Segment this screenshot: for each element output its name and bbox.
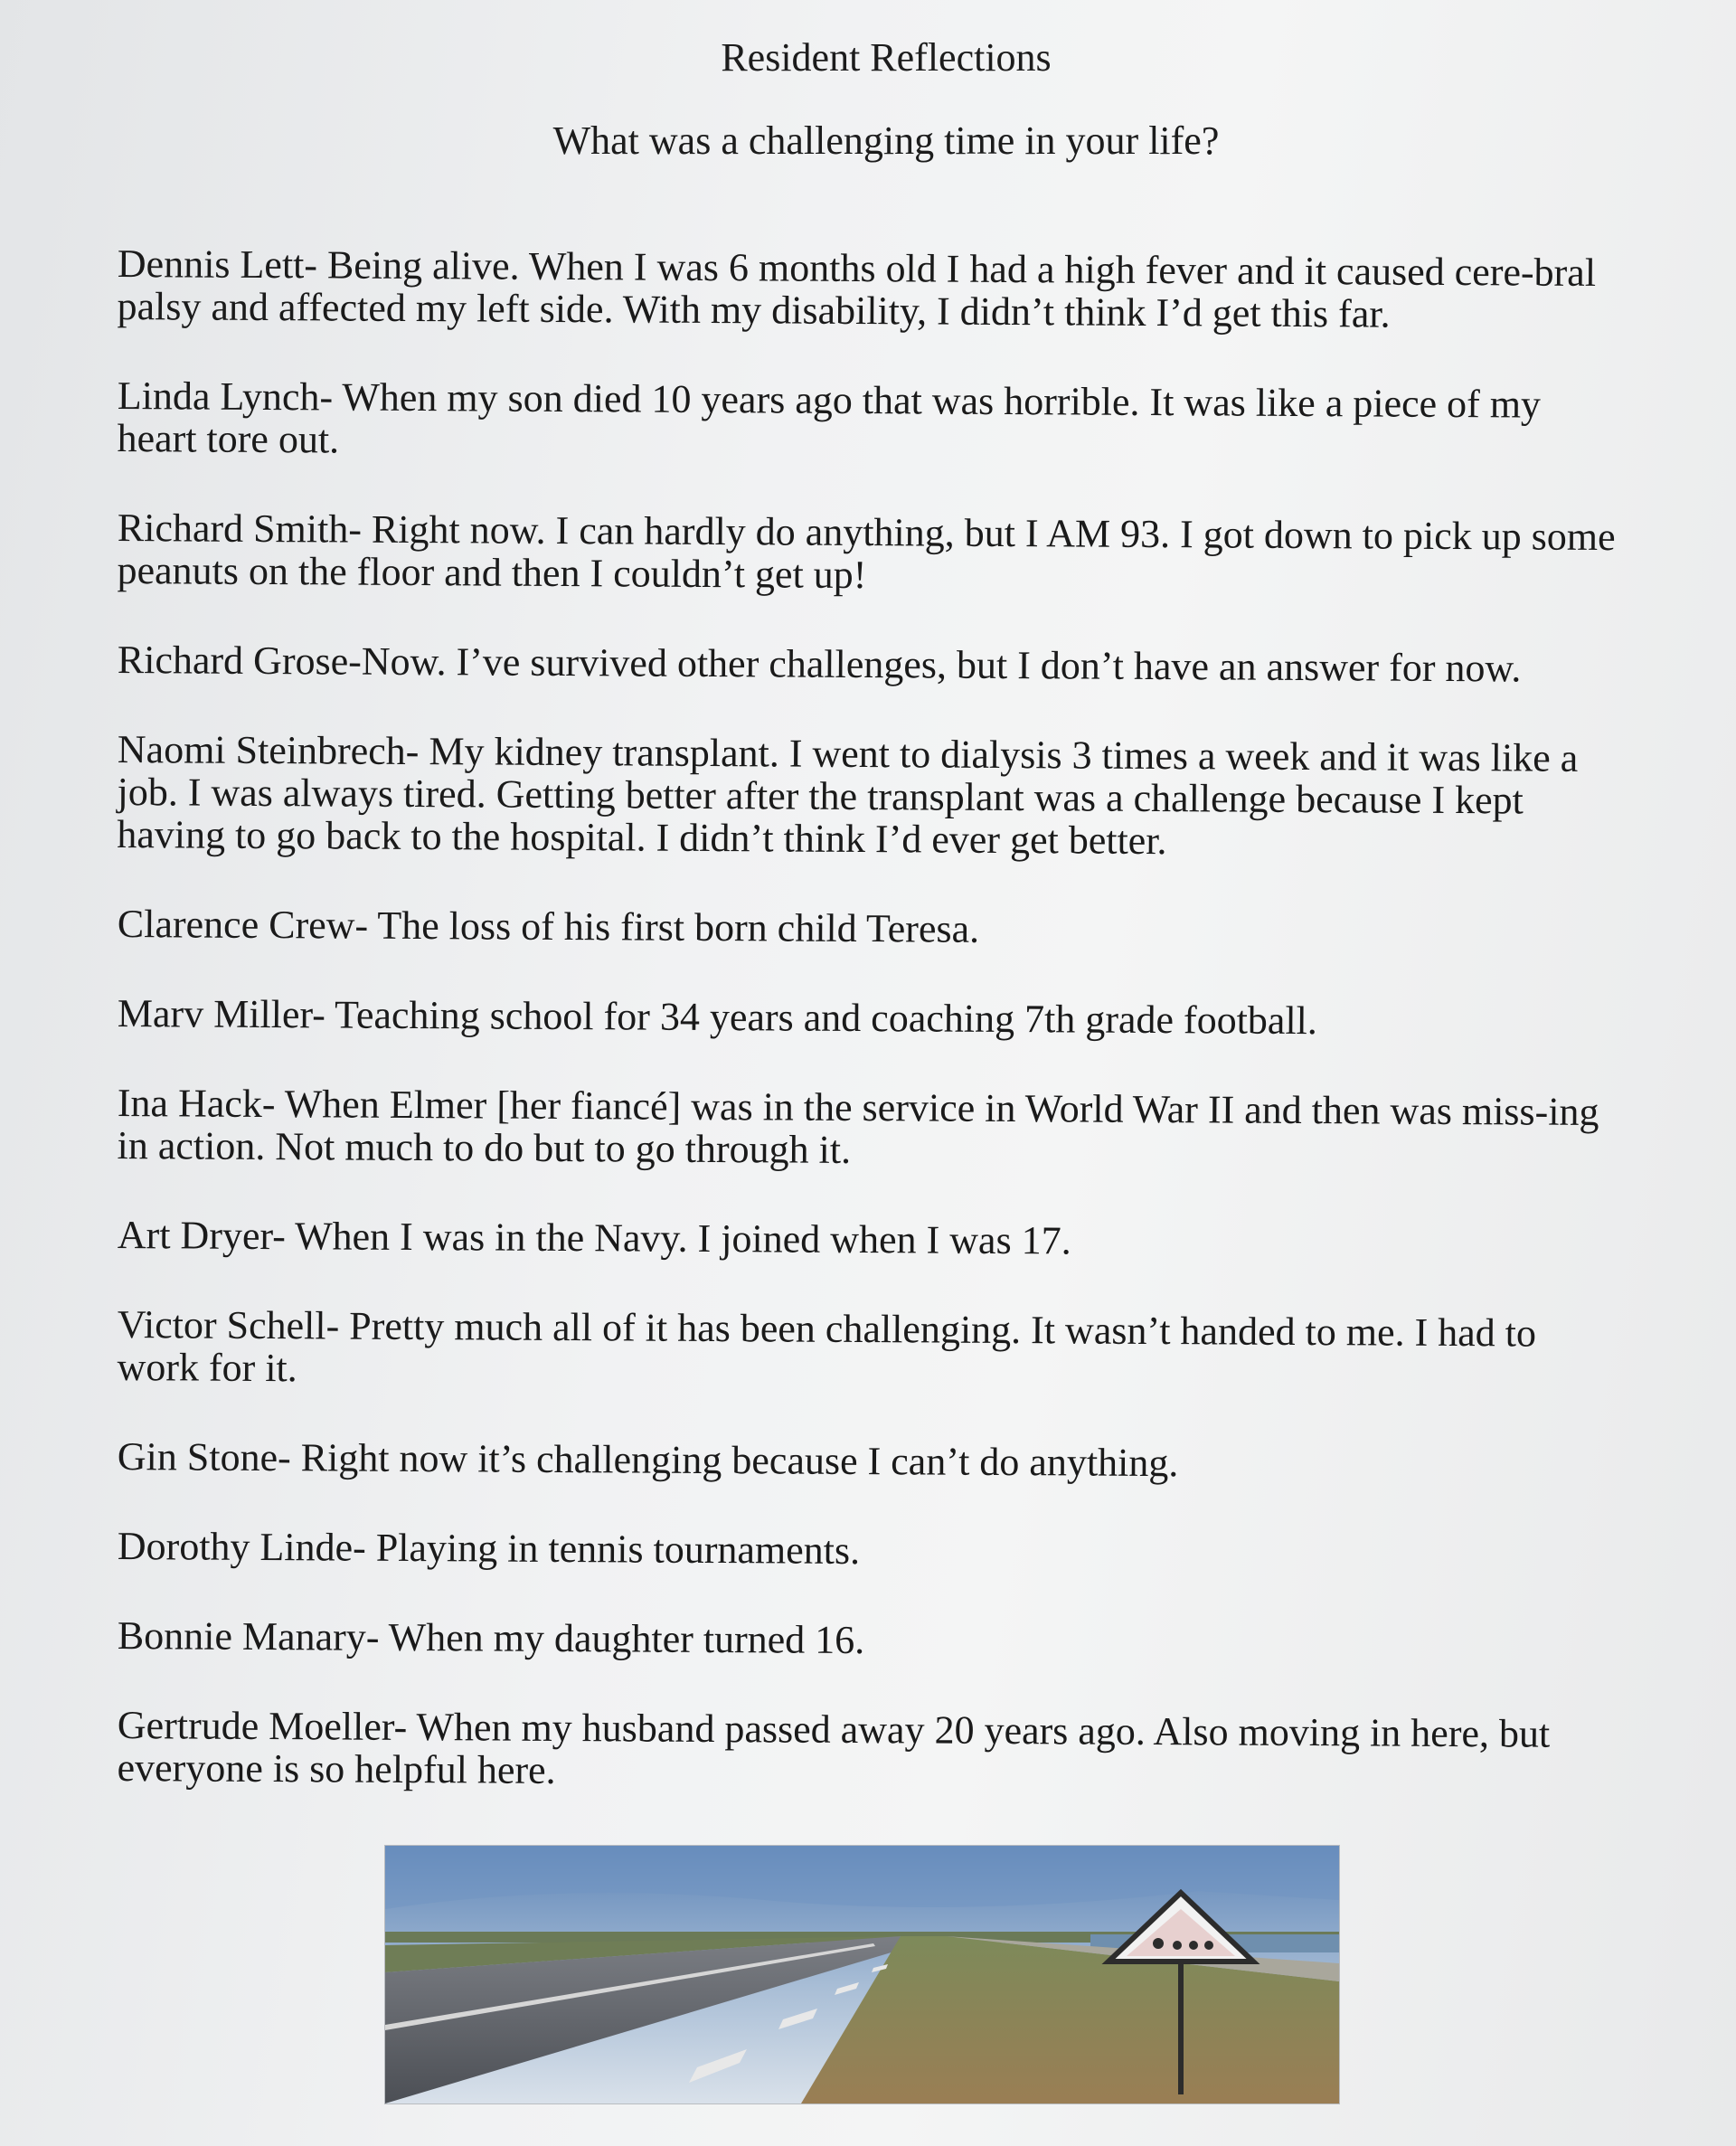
reflection-list	[118, 242, 1618, 1836]
page-question: What was a challenging time in your life?	[552, 118, 1220, 163]
road-photo	[384, 1845, 1340, 2104]
reflection-entry: Dorothy Linde- Playing in tennis tournaments.	[117, 1524, 861, 1574]
reflection-entry: Victor Schell- Pretty much all of it has been challenging. It wasn’t handed to me. I had to work for it.	[117, 1302, 1537, 1391]
reflection-entry: Dennis Lett- Being alive. When I was 6 months old I had a high fever and it caused cere-bral palsy and affected my left side. With my disability, I didn’t think I’d get this far.	[117, 241, 1597, 336]
reflection-entry: Naomi Steinbrech- My kidney transplant. I went to dialysis 3 times a week and it was like a job. I was always tired. Getting better after the transplant was a challenge because I kept having to go back to the hospital. I didn’t think I’d ever get better.	[117, 727, 1579, 864]
page-title: Resident Reflections	[721, 35, 1052, 80]
reflection-entry: Richard Grose-Now. I’ve survived other challenges, but I don’t have an answer for now.	[117, 638, 1522, 691]
reflection-entry: Bonnie Manary- When my daughter turned 16.	[117, 1613, 865, 1663]
reflection-entry: Linda Lynch- When my son died 10 years ago that was horrible. It was like a piece of my heart tore out.	[117, 373, 1542, 462]
reflection-entry: Clarence Crew- The loss of his first born child Teresa.	[117, 902, 980, 951]
reflection-entry: Richard Smith- Right now. I can hardly do anything, but I AM 93. I got down to pick up some peanuts on the floor and then I couldn’t get up!	[117, 506, 1616, 598]
reflection-entry: Ina Hack- When Elmer [her fiancé] was in the service in World War II and then was miss-ing in action. Not much to do but to go through it.	[117, 1081, 1599, 1172]
reflection-entry: Gertrude Moeller- When my husband passed away 20 years ago. Also moving in here, but everyone is so helpful here.	[117, 1703, 1551, 1792]
road-illustration	[385, 1846, 1339, 2103]
reflection-entry: Gin Stone- Right now it’s challenging because I can’t do anything.	[117, 1434, 1179, 1486]
reflection-entry: Marv Miller- Teaching school for 34 years and coaching 7th grade football.	[117, 991, 1318, 1044]
reflection-entry: Art Dryer- When I was in the Navy. I joined when I was 17.	[117, 1213, 1071, 1263]
